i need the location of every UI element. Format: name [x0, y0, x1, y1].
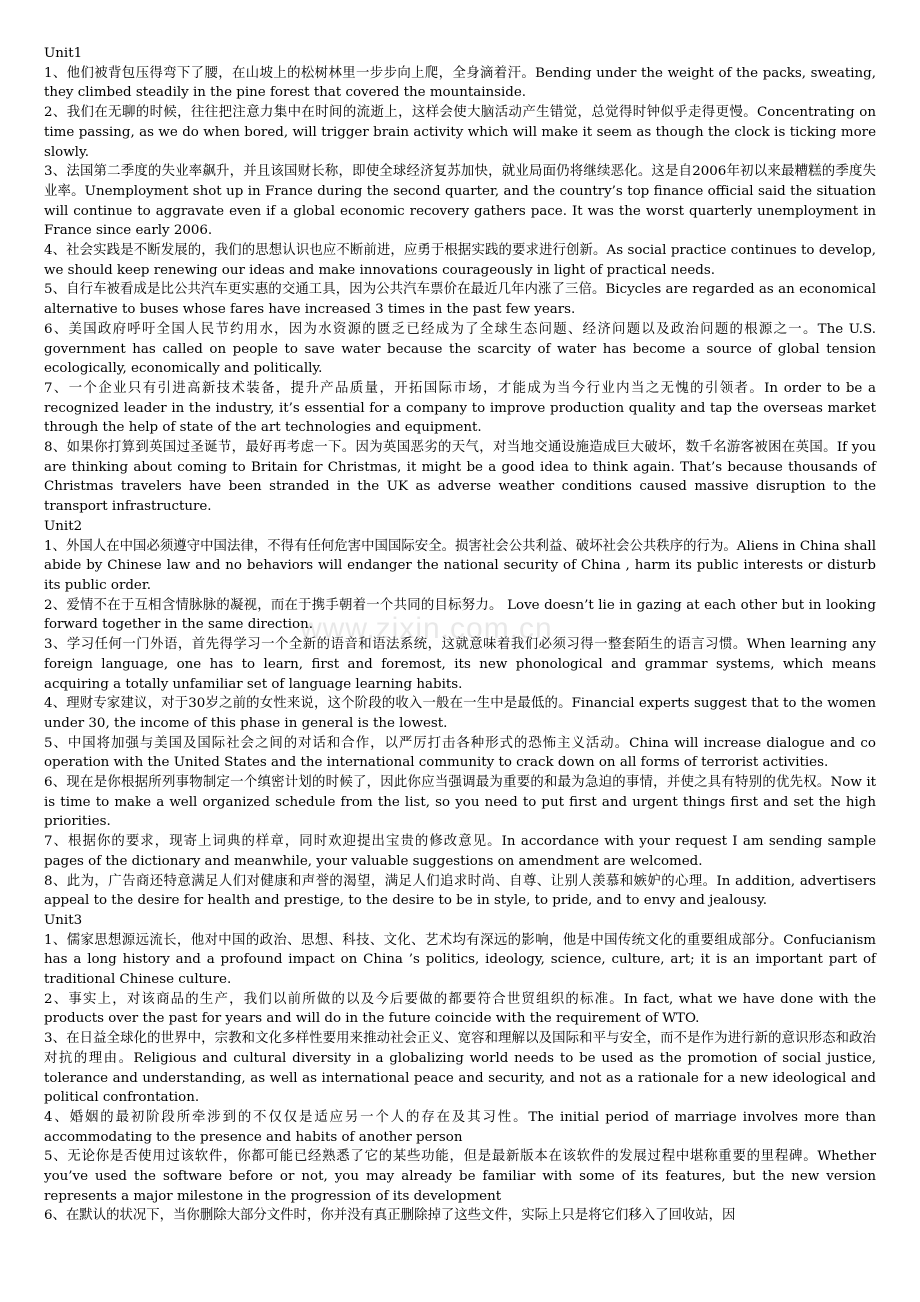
sentence-item: 7、一个企业只有引进高新技术装备，提升产品质量，开拓国际市场，才能成为当今行业内当之无愧的引领者。In order to be a recognized leader in the industry, it’s essential for a company to improve production quality and tap the overseas market through the help of state of the art technologies and equipment.	[44, 380, 876, 436]
sentence-item: 7、根据你的要求，现寄上词典的样章，同时欢迎提出宝贵的修改意见。In accordance with your request I am sending sample pages of the dictionary and meanwhile, your valuable suggestions on amendment are welcomed.	[44, 834, 876, 869]
sentence-item: 1、儒家思想源远流长，他对中国的政治、思想、科技、文化、艺术均有深远的影响，他是中国传统文化的重要组成部分。Confucianism has a long history and a profound impact on China ’s politics, ideology, science, culture, art; it is an important part of traditional Chinese culture.	[44, 932, 876, 988]
sentence-item: 1、他们被背包压得弯下了腰，在山坡上的松树林里一步步向上爬，全身滴着汗。Bending under the weight of the packs, sweating, they climbed steadily in the pine forest that covered the mountainside.	[44, 65, 876, 101]
unit-heading: Unit2	[44, 518, 83, 534]
unit-heading: Unit1	[44, 46, 83, 61]
document-body	[44, 44, 876, 1226]
sentence-item: 5、无论你是否使用过该软件，你都可能已经熟悉了它的某些功能，但是最新版本在该软件的发展过程中堪称重要的里程碑。Whether you’ve used the software before or not, you may already be familiar with some of its features, but the new version represents a major milestone in the progression of its development	[44, 1149, 876, 1204]
sentence-item: 2、我们在无聊的时候，往往把注意力集中在时间的流逝上，这样会使大脑活动产生错觉，总觉得时钟似乎走得更慢。Concentrating on time passing, as we do when bored, will trigger brain activity which will make it seem as though the clock is ticking more slowly.	[44, 105, 876, 160]
sentence-item: 5、中国将加强与美国及国际社会之间的对话和合作，以严厉打击各种形式的恐怖主义活动。China will increase dialogue and co operation with the United States and the international community to crack down on all forms of terrorist activities.	[44, 735, 876, 771]
sentence-item: 5、自行车被看成是比公共汽车更实惠的交通工具，因为公共汽车票价在最近几年内涨了三倍。Bicycles are regarded as an economical alternative to buses whose fares have increased 3 times in the past few years.	[44, 282, 876, 318]
sentence-item: 4、婚姻的最初阶段所牵涉到的不仅仅是适应另一个人的存在及其习性。The initial period of marriage involves more than accommodating to the presence and habits of another person	[44, 1109, 876, 1145]
sentence-item: 3、学习任何一门外语，首先得学习一个全新的语音和语法系统，这就意味着我们必须习得一整套陌生的语言习惯。When learning any foreign language, one has to learn, first and foremost, its new phonological and grammar systems, which means acquiring a totally unfamiliar set of language learning habits.	[44, 637, 876, 692]
sentence-item: 3、法国第二季度的失业率飙升，并且该国财长称，即使全球经济复苏加快，就业局面仍将继续恶化。这是自2006年初以来最糟糕的季度失业率。Unemployment shot up in France during the second quarter, and the country’s top finance official said the situation will continue to aggravate even if a global economic recovery gathers pace. It was the worst quarterly unemployment in France since early 2006.	[44, 164, 876, 239]
sentence-item: 2、事实上，对该商品的生产，我们以前所做的以及今后要做的都要符合世贸组织的标准。In fact, what we have done with the products over the past for years and will do in the future coincide with the requirement of WTO.	[44, 991, 876, 1027]
sentence-item: 4、社会实践是不断发展的，我们的思想认识也应不断前进，应勇于根据实践的要求进行创新。As social practice continues to develop, we should keep renewing our ideas and make innovations courageously in light of practical needs.	[44, 243, 876, 278]
sentence-item: 8、如果你打算到英国过圣诞节，最好再考虑一下。因为英国恶劣的天气，对当地交通设施造成巨大破坏，数千名游客被困在英国。If you are thinking about coming to Britain for Christmas, it might be a good idea to think again. That’s because thousands of Christmas travelers have been stranded in the UK as adverse weather conditions caused massive disruption to the transport infrastructure.	[44, 440, 876, 515]
watermark: www.zixin.com.cn	[300, 612, 553, 645]
sentence-item: 4、理财专家建议，对于30岁之前的女性来说，这个阶段的收入一般在一生中是最低的。Financial experts suggest that to the women under 30, the income of this phase in general is the lowest.	[44, 696, 876, 731]
sentence-item: 6、现在是你根据所列事物制定一个缜密计划的时候了，因此你应当强调最为重要的和最为急迫的事情，并使之具有特别的优先权。Now it is time to make a well organized schedule from the list, so you need to put first and urgent things first and set the high priorities.	[44, 775, 876, 830]
sentence-item: 6、在默认的状况下，当你删除大部分文件时，你并没有真正删除掉了这些文件，实际上只是将它们移入了回收站，因	[44, 1208, 736, 1224]
sentence-item: 2、爱情不在于互相含情脉脉的凝视，而在于携手朝着一个共同的目标努力。 Love doesn’t lie in gazing at each other but in looking forward together in the same direction.	[44, 597, 876, 633]
sentence-item: 6、美国政府呼吁全国人民节约用水，因为水资源的匮乏已经成为了全球生态问题、经济问题以及政治问题的根源之一。The U.S. government has called on people to save water because the scarcity of water has become a source of global tension ecologically, economically and politically.	[44, 321, 876, 377]
unit-heading: Unit3	[44, 912, 83, 928]
sentence-item: 8、此为，广告商还特意满足人们对健康和声誉的渴望，满足人们追求时尚、自尊、让别人羡慕和嫉妒的心理。In addition, advertisers appeal to the desire for health and prestige, to the desire to be in style, to pride, and to envy and jealousy.	[44, 873, 876, 909]
sentence-item: 1、外国人在中国必须遵守中国法律，不得有任何危害中国国际安全。损害社会公共利益、破坏社会公共秩序的行为。Aliens in China shall abide by Chinese law and no behaviors will endanger the national security of China , harm its public interests or disturb its public order.	[44, 538, 876, 593]
sentence-item: 3、在日益全球化的世界中，宗教和文化多样性要用来推动社会正义、宽容和理解以及国际和平与安全，而不是作为进行新的意识形态和政治对抗的理由。Religious and cultural diversity in a globalizing world needs to be used as the promotion of social justice, tolerance and understanding, as well as international peace and security, and not as a rationale for a new ideological and political confrontation.	[44, 1031, 876, 1106]
